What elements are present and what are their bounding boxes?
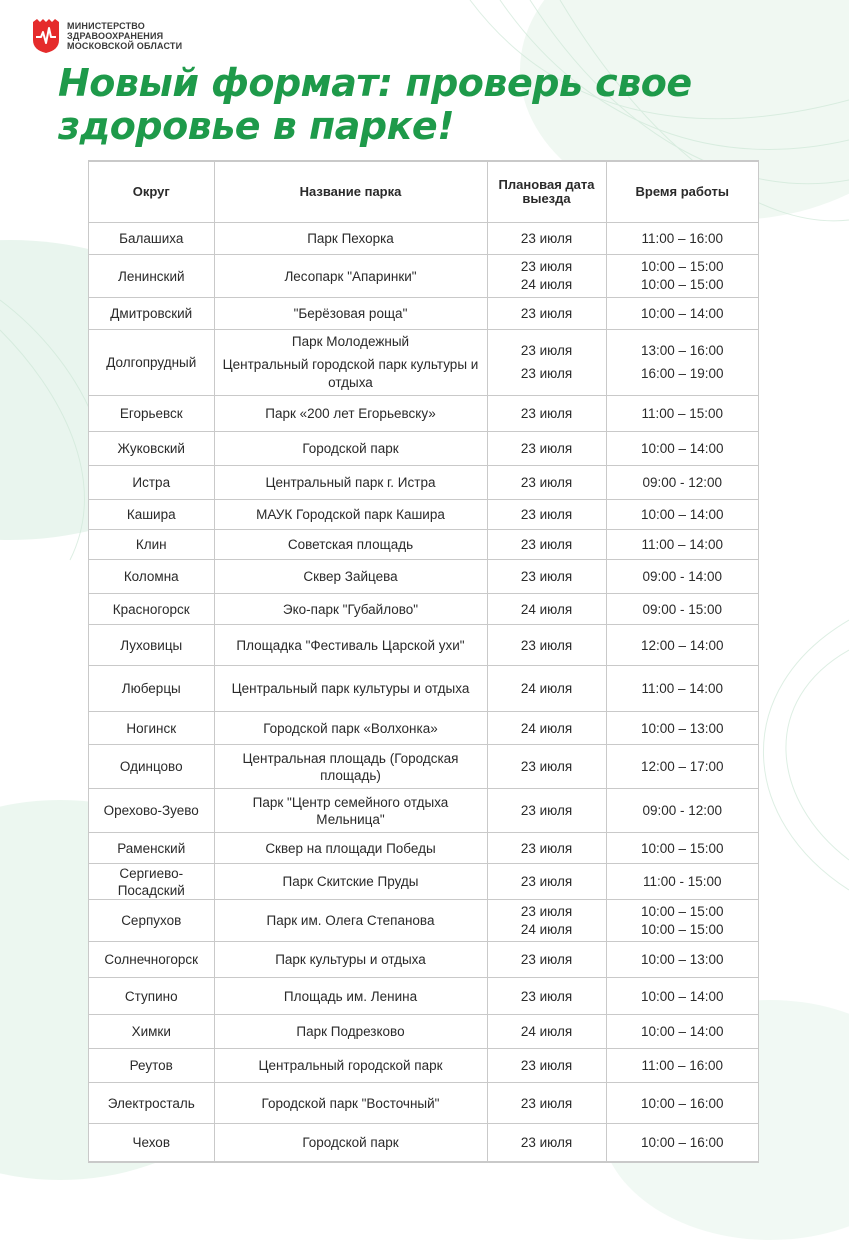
ministry-name <box>67 21 182 51</box>
header-date: Плановая дата выезда <box>487 162 606 223</box>
park-cell <box>214 594 487 625</box>
park-cell <box>214 1049 487 1083</box>
park-cell-line: Парк Пехорка <box>307 231 394 246</box>
date-cell <box>487 1124 606 1162</box>
table-row <box>89 530 758 560</box>
table-row <box>89 298 758 330</box>
time-cell-line: 09:00 - 14:00 <box>642 569 723 584</box>
district-cell: Клин <box>89 530 214 560</box>
ministry-logo <box>31 18 182 54</box>
date-cell <box>487 978 606 1015</box>
date-cell-line: 23 июля <box>520 1095 573 1111</box>
district-cell: Кашира <box>89 500 214 530</box>
park-cell <box>214 789 487 833</box>
time-cell <box>606 1049 758 1083</box>
date-cell-line: 23 июля <box>520 406 573 421</box>
district-cell: Красногорск <box>89 594 214 625</box>
date-cell-line: 23 июля <box>520 874 573 889</box>
park-cell-line: "Берёзовая роща" <box>293 306 408 321</box>
time-cell <box>606 978 758 1015</box>
date-cell-line: 23 июля <box>520 306 573 321</box>
date-cell <box>487 560 606 594</box>
date-cell <box>487 1015 606 1049</box>
district-cell: Егорьевск <box>89 396 214 432</box>
time-cell-line: 10:00 – 15:00 <box>640 903 724 919</box>
time-cell <box>606 396 758 432</box>
date-cell-line: 23 июля <box>520 441 573 456</box>
park-cell-line: Парк им. Олега Степанова <box>266 913 435 928</box>
time-cell <box>606 625 758 666</box>
table-row <box>89 666 758 712</box>
date-cell-line: 24 июля <box>520 681 573 696</box>
park-cell-line: Парк «200 лет Егорьевску» <box>265 406 436 421</box>
time-cell-line: 10:00 – 14:00 <box>640 988 724 1004</box>
park-cell-line: Эко-парк "Губайлово" <box>282 601 419 617</box>
park-cell <box>214 466 487 500</box>
time-cell <box>606 255 758 298</box>
time-cell <box>606 432 758 466</box>
district-cell: Солнечногорск <box>89 942 214 978</box>
table-row <box>89 864 758 900</box>
date-cell <box>487 942 606 978</box>
table-row <box>89 330 758 396</box>
district-cell: Коломна <box>89 560 214 594</box>
date-cell-line: 24 июля <box>520 720 573 736</box>
date-cell <box>487 298 606 330</box>
district-cell: Жуковский <box>89 432 214 466</box>
district-cell: Орехово-Зуево <box>89 789 214 833</box>
park-cell-line: Парк Молодежный <box>291 334 410 349</box>
district-cell: Раменский <box>89 833 214 864</box>
time-cell-line: 11:00 – 16:00 <box>641 231 724 246</box>
time-cell <box>606 466 758 500</box>
time-cell-line: 10:00 – 15:00 <box>640 277 724 292</box>
park-cell <box>214 330 487 396</box>
time-cell <box>606 864 758 900</box>
time-cell-line: 10:00 – 14:00 <box>640 507 724 522</box>
schedule-table <box>88 160 759 1163</box>
date-cell-line: 23 июля <box>520 988 573 1004</box>
time-cell-line: 10:00 – 15:00 <box>640 259 724 274</box>
park-cell <box>214 1015 487 1049</box>
date-cell <box>487 666 606 712</box>
time-cell-line: 12:00 – 14:00 <box>640 637 724 653</box>
table-row <box>89 432 758 466</box>
time-cell <box>606 530 758 560</box>
time-cell-line: 16:00 – 19:00 <box>640 366 724 381</box>
park-cell-line: Парк "Центр семейного отдыха Мельница" <box>252 794 449 827</box>
date-cell-line: 23 июля <box>520 259 573 274</box>
time-cell-line: 13:00 – 16:00 <box>640 343 724 358</box>
park-cell-line: Городской парк "Восточный" <box>261 1095 440 1111</box>
park-cell <box>214 625 487 666</box>
park-cell-line: Центральный городской парк <box>258 1058 443 1073</box>
park-cell <box>214 864 487 900</box>
park-cell-line: Городской парк <box>302 1135 399 1150</box>
time-cell <box>606 1083 758 1124</box>
date-cell <box>487 466 606 500</box>
park-cell-line: Городской парк <box>302 441 399 456</box>
time-cell-line: 10:00 – 14:00 <box>640 1024 724 1039</box>
park-cell <box>214 833 487 864</box>
table-row <box>89 1124 758 1162</box>
date-cell-line: 24 июля <box>520 1024 573 1039</box>
table-row <box>89 712 758 745</box>
page-title <box>58 62 692 148</box>
district-cell: Серпухов <box>89 900 214 942</box>
park-cell <box>214 530 487 560</box>
district-cell: Одинцово <box>89 745 214 789</box>
time-cell-line: 10:00 – 15:00 <box>640 840 724 856</box>
time-cell-line: 10:00 – 16:00 <box>640 1095 724 1111</box>
park-cell-line: Площадь им. Ленина <box>283 988 418 1004</box>
park-cell-line: Центральная площадь (Городская площадь) <box>242 750 459 783</box>
district-cell: Истра <box>89 466 214 500</box>
time-cell <box>606 745 758 789</box>
table-row <box>89 466 758 500</box>
date-cell <box>487 625 606 666</box>
time-cell <box>606 900 758 942</box>
district-cell: Луховицы <box>89 625 214 666</box>
district-cell: Чехов <box>89 1124 214 1162</box>
page-title-line-2: здоровье в парке! <box>58 104 455 148</box>
date-cell-line: 23 июля <box>520 840 573 856</box>
date-cell <box>487 1083 606 1124</box>
time-cell <box>606 666 758 712</box>
park-cell <box>214 560 487 594</box>
time-cell-line: 09:00 - 15:00 <box>642 601 723 617</box>
date-cell-line: 23 июля <box>520 1058 573 1073</box>
date-cell-line: 23 июля <box>520 343 573 358</box>
date-cell-line: 23 июля <box>520 637 573 653</box>
time-cell <box>606 789 758 833</box>
park-cell <box>214 745 487 789</box>
date-cell-line: 23 июля <box>520 507 573 522</box>
park-cell-line: Сквер Зайцева <box>303 569 398 584</box>
date-cell-line: 23 июля <box>520 903 573 919</box>
time-cell <box>606 560 758 594</box>
date-cell <box>487 1049 606 1083</box>
park-cell <box>214 255 487 298</box>
table-row <box>89 745 758 789</box>
date-cell-line: 24 июля <box>520 921 573 937</box>
district-cell: Ногинск <box>89 712 214 745</box>
park-cell-line: Лесопарк "Апаринки" <box>284 268 417 284</box>
table-row <box>89 833 758 864</box>
table-row <box>89 255 758 298</box>
district-cell: Сергиево-Посадский <box>89 864 214 900</box>
date-cell <box>487 900 606 942</box>
page-title-line-1: Новый формат: проверь свое <box>58 61 692 105</box>
table-row <box>89 789 758 833</box>
park-cell-line: Сквер на площади Победы <box>265 840 436 856</box>
date-cell <box>487 594 606 625</box>
date-cell <box>487 530 606 560</box>
park-cell-line: Советская площадь <box>287 537 414 552</box>
date-cell <box>487 330 606 396</box>
date-cell <box>487 500 606 530</box>
date-cell <box>487 396 606 432</box>
date-cell-line: 23 июля <box>520 759 573 774</box>
time-cell-line: 10:00 – 15:00 <box>640 921 724 937</box>
date-cell-line: 23 июля <box>520 475 573 490</box>
header-district: Округ <box>89 162 214 223</box>
district-cell: Электросталь <box>89 1083 214 1124</box>
table-row <box>89 594 758 625</box>
district-cell: Дмитровский <box>89 298 214 330</box>
time-cell-line: 10:00 – 14:00 <box>640 306 724 321</box>
park-cell-line: Парк Скитские Пруды <box>282 874 419 889</box>
date-cell-line: 23 июля <box>520 366 573 381</box>
park-cell <box>214 1083 487 1124</box>
district-cell: Люберцы <box>89 666 214 712</box>
ministry-name-line: МОСКОВСКОЙ ОБЛАСТИ <box>67 41 183 51</box>
time-cell-line: 11:00 - 15:00 <box>642 874 722 889</box>
time-cell <box>606 1015 758 1049</box>
table-row <box>89 942 758 978</box>
date-cell <box>487 789 606 833</box>
date-cell <box>487 223 606 255</box>
time-cell <box>606 833 758 864</box>
table-row <box>89 900 758 942</box>
park-cell <box>214 666 487 712</box>
table-row <box>89 560 758 594</box>
date-cell-line: 23 июля <box>520 952 573 967</box>
table-row <box>89 1049 758 1083</box>
time-cell <box>606 942 758 978</box>
date-cell <box>487 712 606 745</box>
time-cell-line: 11:00 – 14:00 <box>641 681 724 696</box>
date-cell-line: 24 июля <box>520 601 573 617</box>
time-cell <box>606 500 758 530</box>
park-cell <box>214 712 487 745</box>
header-park: Название парка <box>214 162 487 223</box>
park-cell-line: Центральный парк г. Истра <box>265 475 436 490</box>
header-time: Время работы <box>606 162 758 223</box>
date-cell-line: 24 июля <box>520 277 573 292</box>
time-cell-line: 10:00 – 16:00 <box>640 1135 724 1150</box>
district-cell: Ступино <box>89 978 214 1015</box>
time-cell-line: 10:00 – 14:00 <box>640 441 724 456</box>
time-cell <box>606 594 758 625</box>
time-cell <box>606 298 758 330</box>
date-cell <box>487 432 606 466</box>
park-cell-line: Центральный городской парк культуры и отдыха <box>222 357 479 390</box>
park-cell-line: МАУК Городской парк Кашира <box>256 507 445 522</box>
date-cell-line: 23 июля <box>520 1135 573 1150</box>
date-cell <box>487 255 606 298</box>
park-cell-line: Центральный парк культуры и отдыха <box>231 681 470 696</box>
park-cell <box>214 942 487 978</box>
park-cell <box>214 396 487 432</box>
district-cell: Балашиха <box>89 223 214 255</box>
time-cell-line: 12:00 – 17:00 <box>640 759 724 774</box>
date-cell <box>487 833 606 864</box>
district-cell: Ленинский <box>89 255 214 298</box>
table-row <box>89 223 758 255</box>
park-cell-line: Городской парк «Волхонка» <box>263 720 438 736</box>
park-cell <box>214 223 487 255</box>
table-header-row <box>89 162 758 223</box>
park-cell-line: Парк культуры и отдыха <box>275 952 426 967</box>
time-cell <box>606 712 758 745</box>
date-cell-line: 23 июля <box>520 569 573 584</box>
time-cell-line: 11:00 – 16:00 <box>641 1058 724 1073</box>
coat-of-arms-icon <box>31 18 61 54</box>
district-cell: Реутов <box>89 1049 214 1083</box>
time-cell-line: 11:00 – 15:00 <box>641 406 724 421</box>
district-cell: Химки <box>89 1015 214 1049</box>
date-cell-line: 23 июля <box>520 231 573 246</box>
table-row <box>89 500 758 530</box>
time-cell-line: 09:00 - 12:00 <box>642 803 723 818</box>
park-cell <box>214 900 487 942</box>
district-cell: Долгопрудный <box>89 330 214 396</box>
table-row <box>89 1015 758 1049</box>
date-cell <box>487 745 606 789</box>
time-cell-line: 11:00 – 14:00 <box>641 537 724 552</box>
table-row <box>89 396 758 432</box>
park-cell <box>214 432 487 466</box>
time-cell-line: 10:00 – 13:00 <box>640 720 724 736</box>
time-cell <box>606 330 758 396</box>
time-cell <box>606 223 758 255</box>
park-cell <box>214 298 487 330</box>
date-cell <box>487 864 606 900</box>
time-cell-line: 09:00 - 12:00 <box>642 475 723 490</box>
time-cell <box>606 1124 758 1162</box>
date-cell-line: 23 июля <box>520 803 573 818</box>
ministry-name-line: МИНИСТЕРСТВО <box>67 21 145 31</box>
park-cell-line: Парк Подрезково <box>296 1024 405 1039</box>
date-cell-line: 23 июля <box>520 537 573 552</box>
table-row <box>89 1083 758 1124</box>
park-cell <box>214 978 487 1015</box>
time-cell-line: 10:00 – 13:00 <box>640 952 724 967</box>
park-cell-line: Площадка "Фестиваль Царской ухи" <box>236 637 465 653</box>
park-cell <box>214 1124 487 1162</box>
ministry-name-line: ЗДРАВООХРАНЕНИЯ <box>67 31 164 41</box>
park-cell <box>214 500 487 530</box>
table-row <box>89 625 758 666</box>
table-row <box>89 978 758 1015</box>
